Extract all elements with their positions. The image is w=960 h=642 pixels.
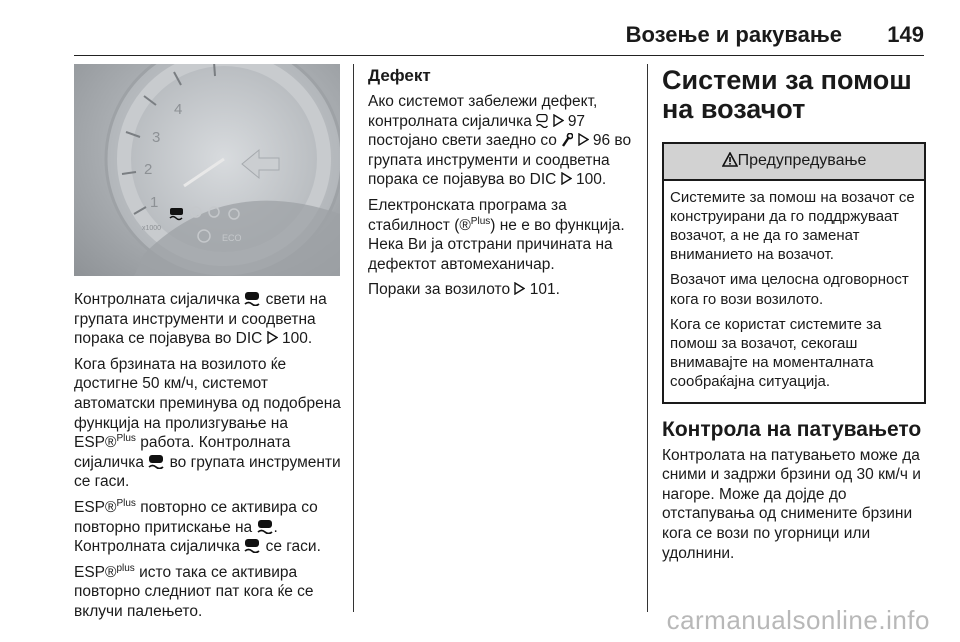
gauge-label-2: 2 [144, 161, 153, 178]
page-reference-icon [267, 331, 278, 344]
left-paragraph-4: ESP®$^{plus}$ исто така се активира повторно следниот пат кога ќе се вклучи палењето. [74, 562, 314, 620]
page-reference-icon [514, 282, 525, 295]
warning-body [664, 181, 924, 402]
warning-paragraph-3: Кога се користат системите за помош за возачот, секогаш внимавајте на моменталната сообраќајна ситуација. [670, 315, 882, 391]
page-reference-icon [578, 133, 589, 146]
gauge-label-small: x1000 [142, 225, 162, 232]
left-paragraph-2: Кога брзината на возилото ќе достигне 50 км/ч, системот автоматски преминува од подобрена функција на пролизгување на ESP®$^{Plus}$ работа. Контролната сијаличка во групата инструменти се гаси. [74, 355, 341, 491]
middle-column [368, 66, 636, 306]
header-rule [74, 55, 924, 56]
section-heading-cruise-control: Контрола на патувањето [662, 417, 922, 441]
gauge-label-1: 1 [150, 194, 159, 211]
column-divider-right [647, 64, 648, 612]
warning-box [662, 142, 926, 404]
speedometer-illustration [74, 64, 340, 276]
middle-paragraph-2: Електронската програма за стабилност (®$^{Plus}$) не е во функција. Нека Ви ја отстрани причината на дефектот автомеханичар. [368, 196, 625, 273]
esp-off-icon [148, 455, 165, 469]
watermark: carmanualsonline.info [666, 605, 930, 635]
eco-label: ECO [222, 233, 242, 243]
esp-off-icon [244, 292, 261, 306]
left-paragraph-3: ESP®$^{Plus}$ повторно се активира со повторно притискање на . Контролната сијаличка се гаси. [74, 497, 321, 556]
esp-off-icon [244, 539, 261, 553]
warning-header [664, 144, 924, 181]
warning-triangle-icon [722, 152, 738, 167]
page-reference-icon [561, 172, 572, 185]
esp-off-icon [257, 520, 274, 534]
left-column [74, 290, 344, 628]
right-column [662, 66, 926, 569]
page-reference-icon [553, 114, 564, 127]
warning-title: Предупредување [737, 152, 867, 169]
gauge-label-4: 4 [174, 101, 183, 118]
left-paragraph-1: Контролната сијаличка свети на групата инструменти и соодветна порака се појавува во DIC 100. [74, 291, 327, 348]
page-number: 149 [887, 22, 924, 47]
warning-paragraph-2: Возачот има целосна одговорност кога го вози возилото. [670, 271, 909, 308]
gauge-label-3: 3 [152, 129, 161, 146]
warning-paragraph-1: Системите за помош на возачот се конструирани да го поддржуваат возачот, а не да го заменат вниманието на возачот. [670, 188, 915, 264]
section-heading-driver-assistance: Системи за помош на возачот [662, 65, 912, 124]
column-divider-left [353, 64, 354, 612]
instrument-cluster-photo [74, 64, 340, 276]
wrench-icon [561, 133, 573, 147]
section-heading-malfunction: Дефект [368, 66, 431, 85]
middle-paragraph-3: Пораки за возилото 101. [368, 281, 560, 299]
esp-warning-icon [536, 114, 548, 128]
header-title: Возење и ракување [625, 22, 842, 47]
middle-paragraph-1: Ако системот забележи дефект, контролната сијаличка 97 постојано свети заедно со 96 во групата инструменти и соодветна порака се појавува во DIC 100. [368, 93, 632, 189]
cruise-control-paragraph: Контролата на патувањето може да сними и задржи брзини од 30 км/ч и нагоре. Може да дојде до отстапувања од снимените брзини кога се вози по угорници или удолнини. [662, 446, 921, 562]
